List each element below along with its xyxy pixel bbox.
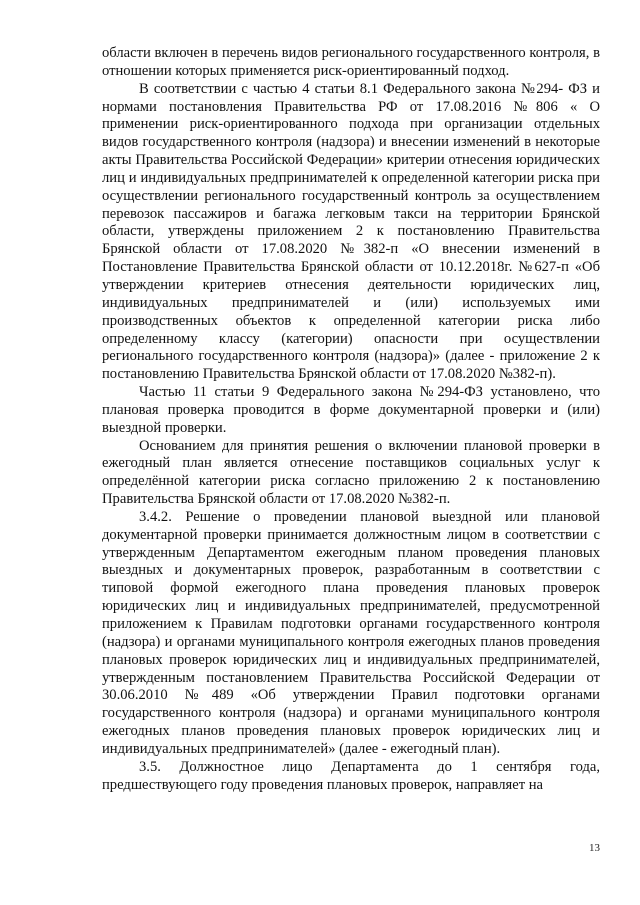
page-number: 13 — [589, 842, 600, 854]
paragraph: области включен в перечень видов регионального государственного контроля, в отношении которых применяется риск-ориентированный подход. — [102, 45, 600, 79]
paragraph: Частью 11 статьи 9 Федерального закона №294-ФЗ установлено, что плановая проверка проводится в форме документарной проверки и (или) выездной проверки. — [102, 384, 600, 436]
paragraph: 3.4.2. Решение о проведении плановой выездной или плановой документарной проверки принимается должностным лицом в соответствии с утвержденным Департаментом ежегодным планом проведения плановых выездных и документарных проверок, разработанным в соответствии с типовой формой ежегодного плана проведения плановых проверок юридических лиц и индивидуальных предпринимателей, предусмотренной приложением к Правилам подготовки органами государственного контроля (надзора) и органами муниципального контроля ежегодных планов проведения плановых проверок юридических лиц и индивидуальных предпринимателей, утвержденным постановлением Правительства Российской Федерации от 30.06.2010 №489 «Об утверждении Правил подготовки органами государственного контроля (надзора) и органами муниципального контроля ежегодных планов проведения плановых проверок юридических лиц и индивидуальных предпринимателей» (далее - ежегодный план). — [102, 508, 600, 757]
body-text — [102, 45, 600, 794]
paragraph: В соответствии с частью 4 статьи 8.1 Федерального закона №294- ФЗ и нормами постановления Правительства РФ от 17.08.2016 №806 « О применении риск-ориентированного подхода при организации отдельных видов государственного контроля (надзора) и внесении изменений в некоторые акты Правительства Российской Федерации» критерии отнесения юридических лиц и индивидуальных предпринимателей к определенной категории риска при осуществлении регионального государственный контроль за осуществлением перевозок пассажиров и багажа легковым такси на территории Брянской области, утверждены приложением 2 к постановлению Правительства Брянской области от 17.08.2020 №382-п «О внесении изменений в Постановление Правительства Брянской области от 10.12.2018г. №627-п «Об утверждении критериев отнесения деятельности юридических лиц, индивидуальных предпринимателей и (или) используемых ими производственных объектов к определенной категории риска либо определенному классу (категории) опасности при осуществлении регионального государственного контроля (надзора)» (далее - приложение 2 к постановлению Правительства Брянской области от 17.08.2020 №382-п). — [102, 80, 600, 383]
paragraph: 3.5. Должностное лицо Департамента до 1 сентября года, предшествующего году проведения плановых проверок, направляет на — [102, 758, 600, 793]
paragraph: Основанием для принятия решения о включении плановой проверки в ежегодный план является отнесение поставщиков социальных услуг к определённой категории риска согласно приложению 2 к постановлению Правительства Брянской области от 17.08.2020 №382-п. — [102, 437, 600, 508]
